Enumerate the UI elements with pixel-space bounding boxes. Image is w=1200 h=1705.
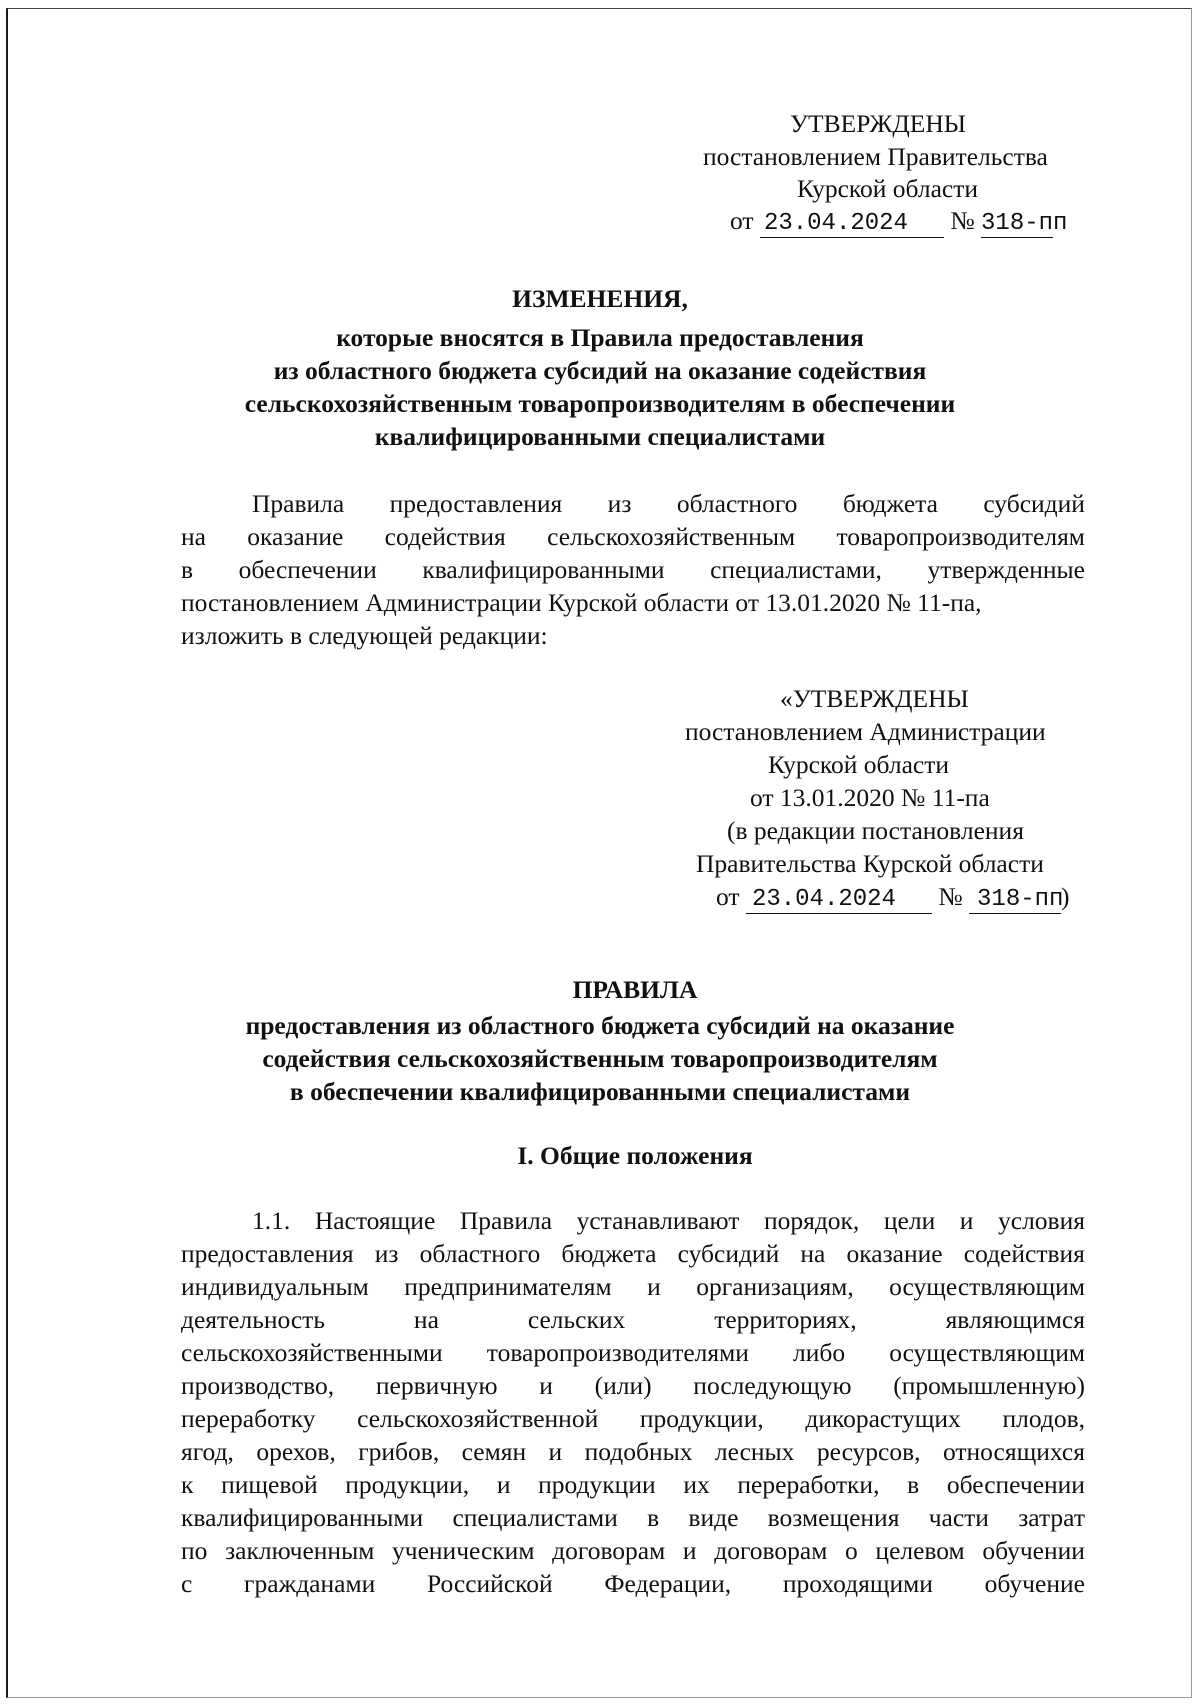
word: и xyxy=(959,1206,974,1235)
word: обеспечении xyxy=(238,555,377,584)
word: сельских xyxy=(527,1305,626,1334)
word: Правила xyxy=(459,1206,553,1235)
word: и xyxy=(647,1272,661,1301)
word: порядок, xyxy=(763,1206,860,1235)
intro-line-1 xyxy=(252,488,1085,519)
word: виде xyxy=(688,1503,739,1532)
approval2-number: 318-пп xyxy=(969,887,1061,914)
approval2-line-2: Курской области xyxy=(768,750,950,779)
word: деятельность xyxy=(181,1305,325,1334)
word: ученическим xyxy=(392,1536,535,1565)
approval2-date: 23.04.2024 xyxy=(746,887,932,914)
word: и xyxy=(548,1437,563,1466)
word: содействия xyxy=(384,522,506,551)
word: в xyxy=(647,1503,660,1532)
word: специалистами, xyxy=(710,555,882,584)
approval-line-1: постановлением Правительства xyxy=(703,142,1048,171)
word: условия xyxy=(998,1206,1085,1235)
word: переработки, xyxy=(737,1470,880,1499)
word: на xyxy=(413,1305,439,1334)
rules-subtitle-2: содействия сельскохозяйственным товаропроизводителям xyxy=(262,1044,938,1073)
body-line-10 xyxy=(181,1502,1085,1533)
body-line-8 xyxy=(181,1436,1085,1467)
word: осуществляющим xyxy=(889,1338,1085,1367)
approval-date: 23.04.2024 xyxy=(760,211,944,238)
approval2-line-5: Правительства Курской области xyxy=(696,849,1044,878)
body-line-7 xyxy=(181,1403,1085,1434)
approval2-line-3: от 13.01.2020 № 11-па xyxy=(750,783,990,812)
word: последующую xyxy=(693,1371,852,1400)
word: бюджета xyxy=(842,489,938,518)
rules-title: ПРАВИЛА xyxy=(572,975,698,1004)
word: обучении xyxy=(982,1536,1085,1565)
word: о xyxy=(845,1536,858,1565)
word: являющимся xyxy=(945,1305,1085,1334)
word: территориях, xyxy=(714,1305,857,1334)
word: первичную xyxy=(375,1371,498,1400)
body-line-12 xyxy=(181,1568,1085,1599)
word: и xyxy=(682,1536,697,1565)
word: либо xyxy=(793,1338,846,1367)
word: областного xyxy=(676,489,798,518)
word: утвержденные xyxy=(927,555,1085,584)
word: плодов, xyxy=(1002,1404,1085,1433)
word: их xyxy=(683,1470,710,1499)
body-line-2 xyxy=(181,1238,1085,1269)
body-line-6 xyxy=(181,1370,1085,1401)
word: и xyxy=(496,1470,511,1499)
word: проходящими xyxy=(782,1569,933,1598)
word: Российской xyxy=(426,1569,553,1598)
changes-subtitle-4: квалифицированными специалистами xyxy=(374,422,826,451)
body-line-9 xyxy=(181,1469,1085,1500)
word: на xyxy=(800,1239,826,1268)
word: возмещения xyxy=(767,1503,900,1532)
word: субсидий xyxy=(983,489,1085,518)
intro-line-4: постановлением Администрации Курской области от 13.01.2020 № 11-па, xyxy=(181,588,982,617)
approval2-title: «УТВЕРЖДЕНЫ xyxy=(780,684,969,713)
body-line-4 xyxy=(181,1304,1085,1335)
body-line-11 xyxy=(181,1535,1085,1566)
word: пищевой xyxy=(221,1470,318,1499)
word: квалифицированными xyxy=(181,1503,424,1532)
approval2-line-4: (в редакции постановления xyxy=(727,816,1024,845)
number-prefix: № xyxy=(938,882,963,911)
word: оказание xyxy=(846,1239,943,1268)
date-prefix: от xyxy=(716,882,740,911)
word: бюджета xyxy=(561,1239,657,1268)
word: на xyxy=(181,522,206,551)
word: ресурсов, xyxy=(816,1437,921,1466)
word: и xyxy=(539,1371,553,1400)
intro-line-3 xyxy=(181,554,1085,585)
word: квалифицированными xyxy=(422,555,665,584)
word: Настоящие xyxy=(314,1206,436,1235)
word: по xyxy=(181,1536,208,1565)
approval-date-line xyxy=(730,205,1068,238)
word: из xyxy=(374,1239,399,1268)
rules-subtitle-3: в обеспечении квалифицированными специалистами xyxy=(289,1077,911,1106)
approval2-line-1: постановлением Администрации xyxy=(685,717,1046,746)
word: товаропроизводителям xyxy=(836,522,1085,551)
word: лесных xyxy=(714,1437,795,1466)
word: гражданами xyxy=(244,1569,376,1598)
word: обучение xyxy=(984,1569,1085,1598)
word: ягод, xyxy=(181,1437,234,1466)
word: продукции, xyxy=(639,1404,764,1433)
word: сельскохозяйственной xyxy=(357,1404,599,1433)
approval2-date-line xyxy=(716,881,1070,914)
changes-subtitle-1: которые вносятся в Правила предоставления xyxy=(336,323,864,352)
word: оказание xyxy=(247,522,344,551)
word: осуществляющим xyxy=(889,1272,1085,1301)
word: целевом xyxy=(875,1536,965,1565)
word: к xyxy=(181,1470,194,1499)
word: относящихся xyxy=(942,1437,1085,1466)
word: в xyxy=(181,555,194,584)
word: подобных xyxy=(584,1437,693,1466)
section-title: I. Общие положения xyxy=(517,1141,753,1170)
word: организациям, xyxy=(696,1272,854,1301)
word: Федерации, xyxy=(604,1569,732,1598)
approval-line-2: Курской области xyxy=(797,174,979,203)
word: части xyxy=(928,1503,989,1532)
approval-title: УТВЕРЖДЕНЫ xyxy=(790,109,966,138)
body-line-5 xyxy=(181,1337,1085,1368)
word: обеспечении xyxy=(946,1470,1085,1499)
word: затрат xyxy=(1018,1503,1085,1532)
word: сельскохозяйственным xyxy=(547,522,796,551)
word: договорам xyxy=(552,1536,666,1565)
date-prefix: от xyxy=(730,206,754,235)
intro-line-2 xyxy=(181,521,1085,552)
word: грибов, xyxy=(358,1437,440,1466)
word: содействия xyxy=(963,1239,1085,1268)
rules-subtitle-1: предоставления из областного бюджета субсидий на оказание xyxy=(245,1011,955,1040)
word: областного xyxy=(419,1239,541,1268)
word: договорам xyxy=(714,1536,828,1565)
word: Правила xyxy=(252,489,345,518)
body-line-1 xyxy=(252,1205,1085,1236)
word: субсидий xyxy=(677,1239,780,1268)
closing-paren: ) xyxy=(1061,882,1070,911)
word: предоставления xyxy=(181,1239,354,1268)
intro-line-5: изложить в следующей редакции: xyxy=(181,621,548,650)
word: с xyxy=(181,1569,193,1598)
word: устанавливают xyxy=(576,1206,740,1235)
word: орехов, xyxy=(256,1437,336,1466)
word: продукции, xyxy=(345,1470,470,1499)
word: заключенным xyxy=(225,1536,375,1565)
word: предоставления xyxy=(389,489,563,518)
word: в xyxy=(907,1470,920,1499)
word: цели xyxy=(883,1206,936,1235)
word: из xyxy=(607,489,632,518)
body-line-3 xyxy=(181,1271,1085,1302)
word: предпринимателям xyxy=(404,1272,612,1301)
word: товаропроизводителями xyxy=(486,1338,749,1367)
word: переработку xyxy=(181,1404,316,1433)
changes-title: ИЗМЕНЕНИЯ, xyxy=(512,284,688,313)
approval-number: 318-пп xyxy=(981,210,1068,237)
word: индивидуальным xyxy=(181,1272,369,1301)
word: семян xyxy=(461,1437,527,1466)
word: (или) xyxy=(594,1371,652,1400)
word: сельскохозяйственными xyxy=(181,1338,443,1367)
number-prefix: № xyxy=(950,206,975,235)
word: производство, xyxy=(181,1371,335,1400)
changes-subtitle-3: сельскохозяйственным товаропроизводителям в обеспечении xyxy=(244,389,956,418)
word: (промышленную) xyxy=(893,1371,1085,1400)
word: дикорастущих xyxy=(805,1404,961,1433)
changes-subtitle-2: из областного бюджета субсидий на оказание содействия xyxy=(273,356,927,385)
word: специалистами xyxy=(452,1503,618,1532)
word: продукции xyxy=(538,1470,656,1499)
word: 1.1. xyxy=(252,1206,291,1235)
